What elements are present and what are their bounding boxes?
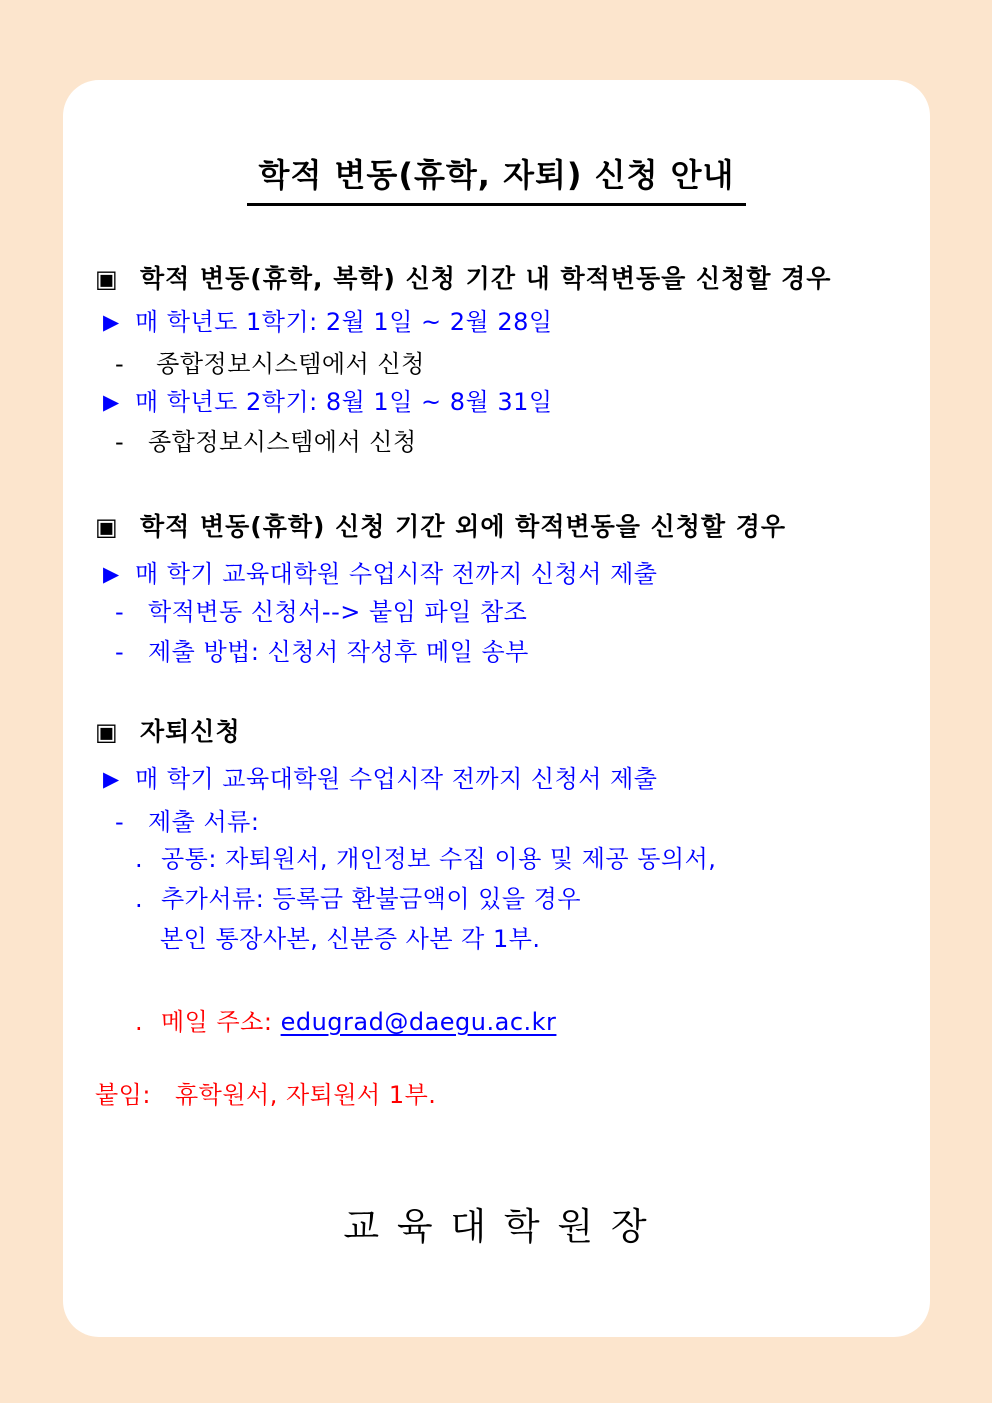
email-label: 메일 주소: bbox=[161, 1008, 273, 1036]
email-link[interactable]: edugrad@daegu.ac.kr bbox=[280, 1008, 557, 1036]
dot-bullet-icon: . bbox=[135, 845, 143, 873]
arrow-bullet-icon: ▶ bbox=[103, 390, 120, 414]
submission-method-line: - 제출 방법: 신청서 작성후 메일 송부 bbox=[63, 635, 930, 669]
form-reference-line: - 학적변동 신청서--> 붙임 파일 참조 bbox=[63, 595, 930, 629]
signature-text: 교 육 대 학 원 장 bbox=[343, 1205, 650, 1248]
arrow-bullet-icon: ▶ bbox=[103, 310, 120, 334]
square-bullet-icon: ▣ bbox=[95, 265, 118, 293]
dash-bullet-icon: - bbox=[115, 598, 124, 626]
dash-bullet-icon: - bbox=[115, 808, 124, 836]
deadline-line: ▶ 매 학기 교육대학원 수업시작 전까지 신청서 제출 bbox=[63, 557, 930, 591]
document-title: 학적 변동(휴학, 자퇴) 신청 안내 bbox=[247, 150, 747, 206]
documents-label-line: - 제출 서류: bbox=[63, 805, 930, 839]
title-row bbox=[63, 150, 930, 198]
additional-documents-line: . 추가서류: 등록금 환불금액이 있을 경우 bbox=[63, 882, 930, 916]
square-bullet-icon: ▣ bbox=[95, 513, 118, 541]
semester1-period-line: ▶ 매 학년도 1학기: 2월 1일 ~ 2월 28일 bbox=[63, 305, 930, 339]
withdraw-deadline-line: ▶ 매 학기 교육대학원 수업시작 전까지 신청서 제출 bbox=[63, 762, 930, 796]
dot-bullet-icon: . bbox=[135, 1008, 143, 1036]
semester1-method-line: - 종합정보시스템에서 신청 bbox=[63, 347, 930, 381]
signature-row bbox=[63, 1196, 930, 1250]
section-heading-text: 학적 변동(휴학, 복학) 신청 기간 내 학적변동을 신청할 경우 bbox=[140, 264, 832, 293]
semester2-method-line: - 종합정보시스템에서 신청 bbox=[63, 425, 930, 459]
section-heading-text: 자퇴신청 bbox=[140, 717, 241, 746]
dash-bullet-icon: - bbox=[115, 638, 124, 666]
arrow-bullet-icon: ▶ bbox=[103, 767, 120, 791]
semester2-period-line: ▶ 매 학년도 2학기: 8월 1일 ~ 8월 31일 bbox=[63, 385, 930, 419]
section-2-heading bbox=[63, 510, 930, 544]
dot-bullet-icon: . bbox=[135, 885, 143, 913]
square-bullet-icon: ▣ bbox=[95, 718, 118, 746]
attachment-text: 휴학원서, 자퇴원서 1부. bbox=[174, 1081, 437, 1109]
arrow-bullet-icon: ▶ bbox=[103, 562, 120, 586]
attachment-label: 붙임: bbox=[95, 1081, 151, 1109]
additional-documents-continuation: 본인 통장사본, 신분증 사본 각 1부. bbox=[160, 925, 541, 953]
document-sheet bbox=[63, 80, 930, 1337]
dash-bullet-icon: - bbox=[115, 428, 124, 456]
dash-bullet-icon: - bbox=[115, 350, 124, 378]
section-heading-text: 학적 변동(휴학) 신청 기간 외에 학적변동을 신청할 경우 bbox=[140, 512, 787, 541]
email-line bbox=[63, 1005, 930, 1039]
attachment-line bbox=[63, 1078, 930, 1112]
section-1-heading bbox=[63, 262, 930, 296]
common-documents-line: . 공통: 자퇴원서, 개인정보 수집 이용 및 제공 동의서, bbox=[63, 842, 930, 876]
section-3-heading bbox=[63, 715, 930, 749]
